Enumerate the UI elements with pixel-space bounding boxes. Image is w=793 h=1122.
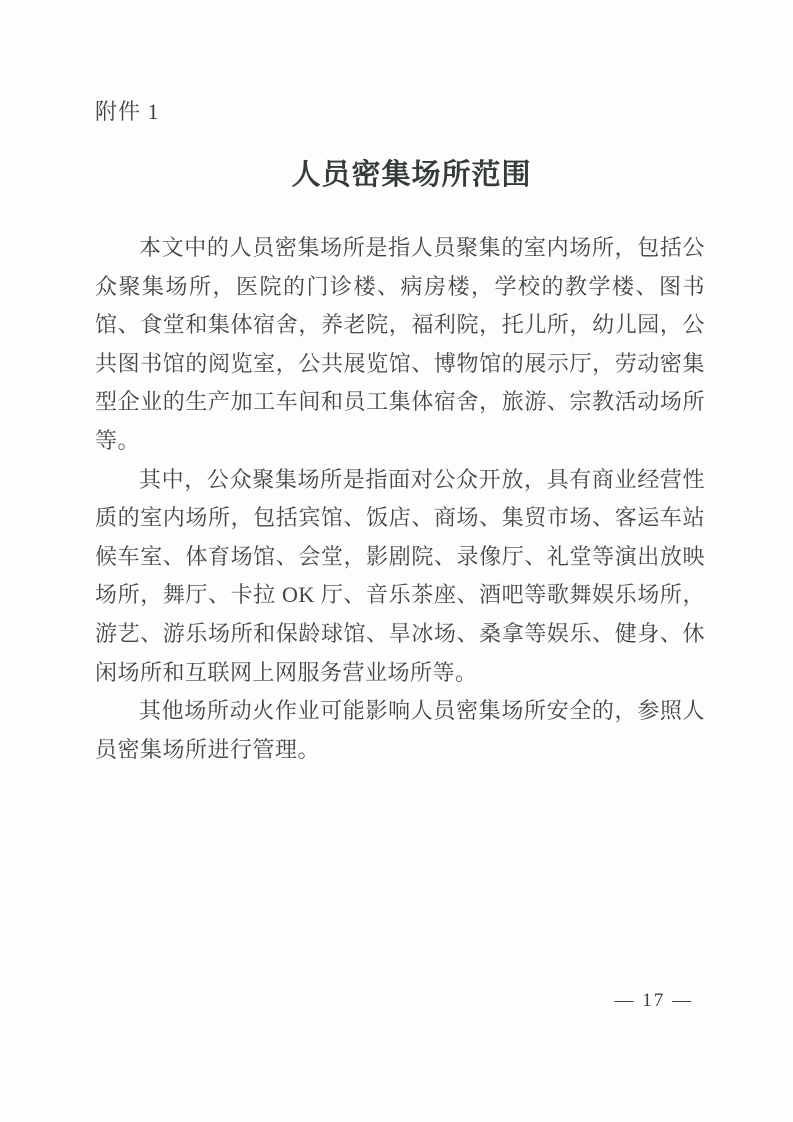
page-number: — 17 —: [614, 990, 693, 1011]
body-paragraph: 本文中的人员密集场所是指人员聚集的室内场所，包括公众聚集场所，医院的门诊楼、病房楼，学校的教学楼、图书馆、食堂和集体宿舍，养老院，福利院，托儿所，幼儿园，公共图书馆的阅览室，公共展览馆、博物馆的展示厅，劳动密集型企业的生产加工车间和员工集体宿舍，旅游、宗教活动场所等。: [95, 235, 705, 453]
attachment-label: 附件 1: [95, 99, 160, 124]
document-body: [95, 229, 705, 769]
body-paragraph: 其中，公众聚集场所是指面对公众开放，具有商业经营性质的室内场所，包括宾馆、饭店、商场、集贸市场、客运车站候车室、体育场馆、会堂，影剧院、录像厅、礼堂等演出放映场所，舞厅、卡拉 OK 厅、音乐茶座、酒吧等歌舞娱乐场所，游艺、游乐场所和保龄球馆、旱冰场、桑拿等娱乐、健身、休闲场所和互联网上网服务营业场所等。: [95, 466, 705, 685]
body-paragraph: 其他场所动火作业可能影响人员密集场所安全的，参照人员密集场所进行管理。: [95, 698, 705, 762]
page-title: 人员密集场所范围: [291, 159, 532, 192]
